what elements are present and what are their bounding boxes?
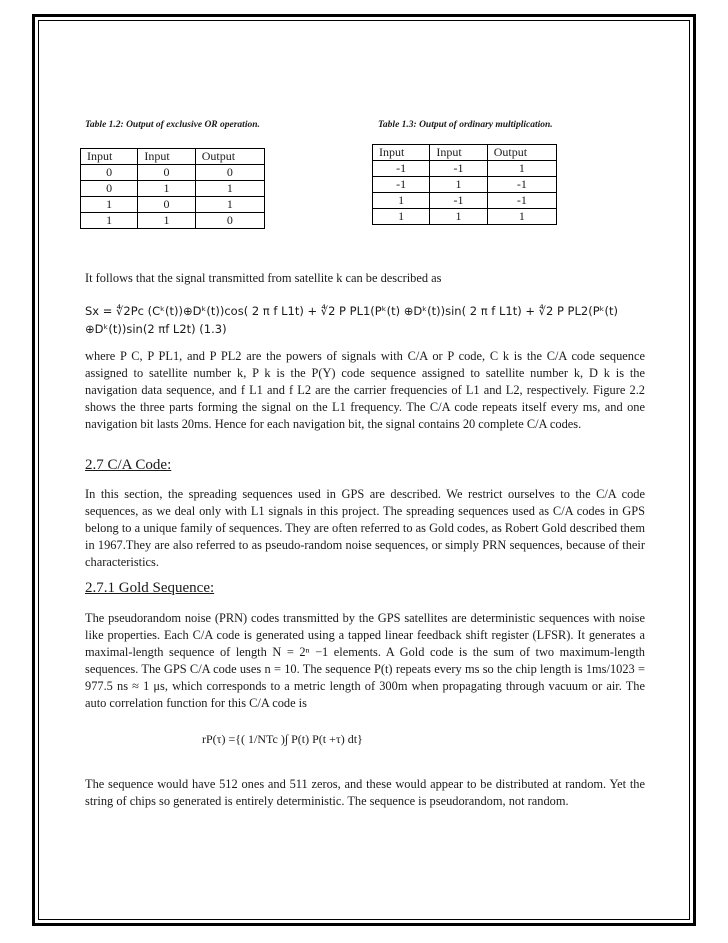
section-heading-gold-sequence: 2.7.1 Gold Sequence:	[85, 580, 215, 596]
ca-code-paragraph: In this section, the spreading sequences used in GPS are described. We restrict ourselves to the C/A code sequences, as we deal only with L1 signals in this project. The spreading sequences used as C/A codes in GPS belong to a unique family of sequences. They are often referred to as Gold codes, as Robert Gold described them in 1967.They are also referred to as pseudo-random noise sequences, or simply PRN sequences, because of their characteristics.	[85, 487, 645, 569]
table-cell: 0	[138, 197, 195, 213]
table-cell: -1	[373, 161, 430, 177]
table-cell: 1	[487, 161, 556, 177]
table-header: Input	[430, 145, 487, 161]
table-cell: 1	[373, 209, 430, 225]
multiplication-table	[372, 144, 557, 225]
table1-caption: Table 1.2: Output of exclusive OR operation.	[85, 120, 260, 130]
signal-intro-text: It follows that the signal transmitted from satellite k can be described as	[85, 271, 442, 285]
table-row	[373, 161, 557, 177]
table-cell: 1	[81, 197, 138, 213]
table-cell: 1	[81, 213, 138, 229]
table-row	[373, 193, 557, 209]
table-row	[373, 177, 557, 193]
table-row	[373, 209, 557, 225]
table2-caption: Table 1.3: Output of ordinary multiplication.	[378, 120, 553, 130]
table-row	[81, 165, 265, 181]
table-cell: 0	[81, 165, 138, 181]
where-paragraph: where P C, P PL1, and P PL2 are the powers of signals with C/A or P code, C k is the C/A code sequence assigned to satellite number k, P k is the P(Y) code sequence assigned to satellite number k, D k is the navigation data sequence, and f L1 and f L2 are the carrier frequencies of L1 and L2, respectively. Figure 2.2 shows the three parts forming the signal on the L1 frequency. The C/A code repeats itself every ms, and one navigation bit lasts 20ms. Hence for each navigation bit, the signal contains 20 complete C/A codes.	[85, 349, 645, 431]
table-cell: 1	[138, 213, 195, 229]
table-cell: 0	[195, 213, 264, 229]
table-header: Output	[487, 145, 556, 161]
gold-sequence-paragraph: The pseudorandom noise (PRN) codes transmitted by the GPS satellites are deterministic sequences with noise like properties. Each C/A code is generated using a tapped linear feedback shift register (LFSR). It generates a maximal-length sequence of length N = 2ⁿ −1 elements. A Gold code is the sum of two maximum-length sequences. The GPS C/A code uses n = 10. The sequence P(t) repeats every ms so the chip length is 1ms/1023 = 977.5 ns ≈ 1 μs, which corresponds to a metric length of 300m when propagating through vacuum or air. The auto correlation function for this C/A code is	[85, 611, 645, 710]
table-row	[81, 197, 265, 213]
table-row	[81, 181, 265, 197]
table-cell: 0	[138, 165, 195, 181]
signal-equation-line1: Sx = ∜2Pc (Cᵏ(t))⊕Dᵏ(t))cos( 2 π f L1t) + ∜2 P PL1(Pᵏ(t) ⊕Dᵏ(t))sin( 2 π f L1t) + ∜2 P PL2(Pᵏ(t)	[85, 304, 619, 318]
signal-equation-line2: ⊕Dᵏ(t))sin(2 πf L2t) (1.3)	[85, 322, 227, 336]
table-header: Input	[138, 149, 195, 165]
table-cell: -1	[430, 193, 487, 209]
table-cell: -1	[373, 177, 430, 193]
table-header: Input	[373, 145, 430, 161]
table-row	[81, 213, 265, 229]
table-cell: -1	[487, 177, 556, 193]
table-cell: 1	[373, 193, 430, 209]
table-cell: 1	[430, 209, 487, 225]
final-paragraph: The sequence would have 512 ones and 511 zeros, and these would appear to be distributed at random. Yet the string of chips so generated is entirely deterministic. The sequence is pseudorandom, not random.	[85, 777, 645, 808]
table-cell: 0	[195, 165, 264, 181]
table-cell: 1	[138, 181, 195, 197]
section-heading-ca-code: 2.7 C/A Code:	[85, 457, 172, 473]
xor-table	[80, 148, 265, 229]
table-cell: 1	[195, 197, 264, 213]
table-cell: 0	[81, 181, 138, 197]
table-cell: 1	[430, 177, 487, 193]
autocorrelation-formula: rP(τ) ={( 1/NTc )∫ P(t) P(t +τ) dt}	[202, 732, 363, 746]
table-header: Input	[81, 149, 138, 165]
table-header: Output	[195, 149, 264, 165]
table-cell: -1	[430, 161, 487, 177]
table-cell: 1	[487, 209, 556, 225]
table-cell: -1	[487, 193, 556, 209]
table-cell: 1	[195, 181, 264, 197]
